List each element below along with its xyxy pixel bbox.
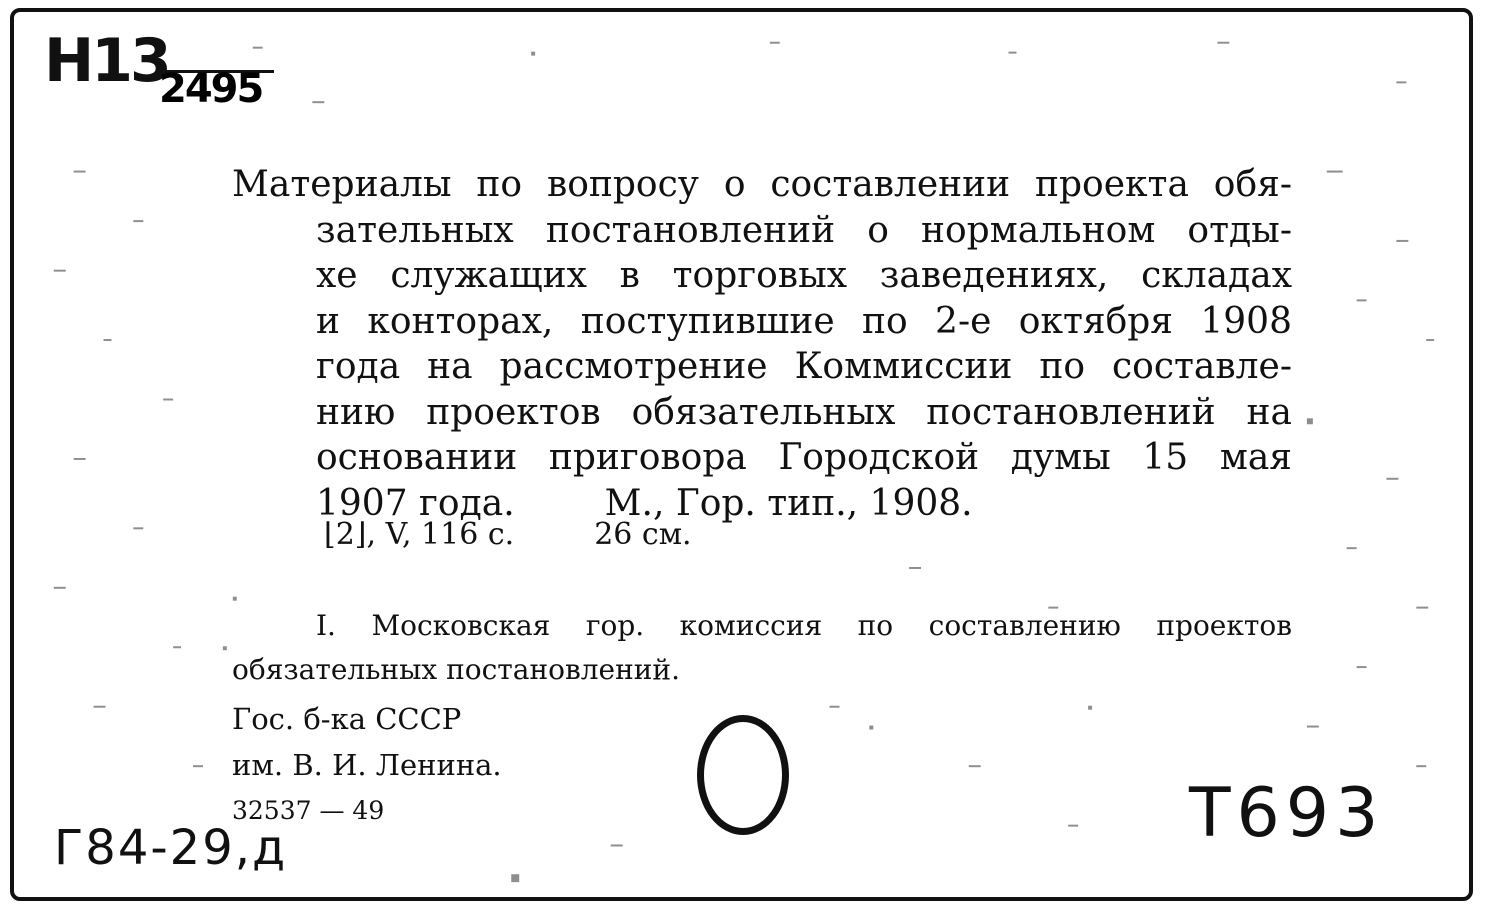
shelf-mark-number: 2495 [159, 66, 263, 112]
year-text: 1907 года. [316, 482, 515, 524]
title-line-2: зательных постановлений о нормальном отды- [316, 209, 1292, 251]
library-name: Гос. б-ка СССР [232, 702, 462, 736]
added-entry [232, 604, 1292, 692]
catalog-card [10, 8, 1473, 901]
imprint-text: М., Гор. тип., 1908. [604, 482, 973, 524]
added-entry-line-2: обязательных постановлений. [232, 653, 680, 686]
card-print-number: 32537 — 49 [232, 796, 385, 825]
library-imprint [232, 696, 502, 834]
bibliographic-description [232, 162, 1292, 526]
title-line-4: и конторах, поступившие по 2-е октября 1908 [316, 300, 1292, 342]
title-line-5: года на рассмотрение Коммиссии по составле- [316, 346, 1292, 387]
collation [324, 517, 692, 552]
title-line-6: нию проектов обязательных постановлений на [316, 391, 1292, 433]
handwritten-note-bottom-right: Т693 [1189, 774, 1385, 853]
collation-pages: ⌊2⌋, V, 116 с. [324, 517, 515, 552]
collation-size: 26 см. [594, 517, 692, 552]
library-named-after: им. В. И. Ленина. [232, 748, 502, 782]
title-line-7: основании приговора Городской думы 15 мая [316, 437, 1292, 478]
handwritten-circle-mark [697, 715, 789, 835]
handwritten-note-bottom-left: Г84-29,д [54, 820, 288, 876]
shelf-mark-code: Н13 [44, 26, 169, 96]
title-line-1: Материалы по вопросу о составлении проекта обя- [232, 164, 1292, 205]
title-line-3: хе служащих в торговых заведениях, складах [316, 255, 1292, 296]
added-entry-line-1: I. Московская гор. комиссия по составлению проектов [316, 609, 1292, 642]
